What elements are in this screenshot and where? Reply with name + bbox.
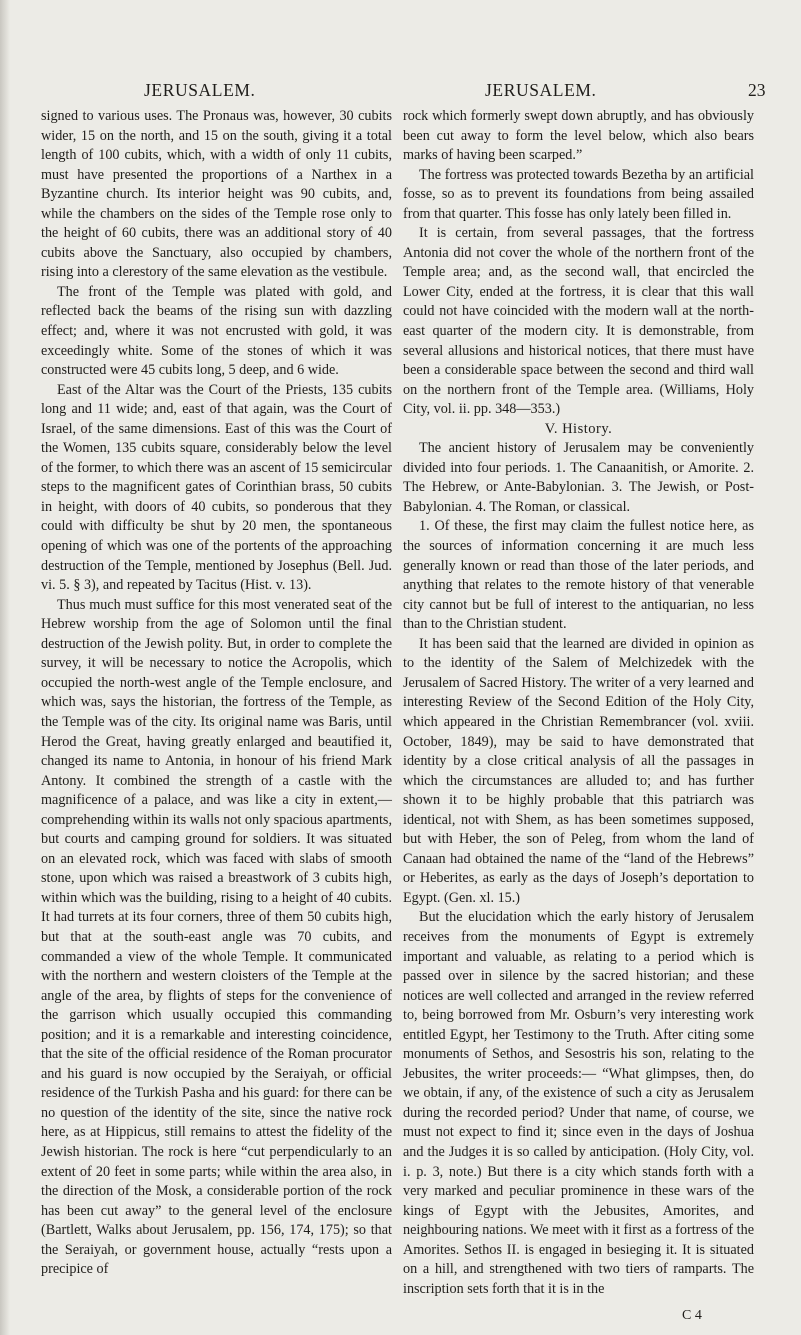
paragraph: The ancient history of Jerusalem may be conveniently divided into four periods. 1. The Canaanitish, or Amorite. 2. The Hebrew, or Ante-Babylonian. 3. The Jewish, or Post-Babylonian. 4. The Roman, or classical. xyxy=(403,440,754,515)
right-running-title: JERUSALEM. xyxy=(485,80,597,100)
paragraph: East of the Altar was the Court of the Priests, 135 cubits long and 11 wide; and, east of that again, was the Court of Israel, of the same dimensions. East of this was the Court of the Women, 135 cubits square, considerably below the level of the former, to which there was an ascent of 15 semicircular steps to the magnificent gates of Corinthian brass, 50 cubits in height, with doors of 40 cubits, so ponderous that they could with difficulty be shut by 20 men, the spontaneous opening of which was one of the portents of the approaching destruction of the Temple, mentioned by Josephus (Bell. Jud. vi. 5. § 3), and repeated by Tacitus (Hist. v. 13). xyxy=(41,381,392,594)
right-page-number: 23 xyxy=(748,80,766,100)
left-running-title: JERUSALEM. xyxy=(144,80,256,100)
paragraph: The fortress was protected towards Bezetha by an artificial fosse, so as to prevent its foundations from being assailed from that quarter. This fosse has only lately been filled in. xyxy=(403,166,754,222)
paragraph: But the elucidation which the early history of Jerusalem receives from the monuments of Egypt is extremely important and valuable, as relating to a period which is passed over in silence by the sacred historian; and these notices are well collected and arranged in the review referred to, being borrowed from Mr. Osburn’s very interesting work entitled Egypt, her Testimony to the Truth. After citing some monuments of Sethos, and Sesostris his son, relating to the Jebusites, the writer proceeds:— “What glimpses, then, do we obtain, if any, of the existence of such a city as Jerusalem during the recorded period? Under that name, of course, we must not expect to find it; since even in the days of Joshua and the Judges it is so called by anticipation. (Holy City, vol. i. p. 3, note.) But there is a city which stands forth with a very marked and peculiar prominence in these wars of the kings of Egypt with the Jebusites, Amorites, and neighbouring nations. We meet with it first as a fortress of the Amorites. Sethos II. is engaged in besieging it. It is situated on a hill, and strengthened with two tiers of ramparts. The inscription sets forth that it is in the xyxy=(403,909,754,1297)
paragraph: It has been said that the learned are divided in opinion as to the identity of the Salem of Melchizedek with the Jerusalem of Sacred History. The writer of a very learned and interesting Review of the Second Edition of the Holy City, which appeared in the Christian Remembrancer (vol. xviii. October, 1849), may be said to have demonstrated that identity by a close critical analysis of all the passages in which the circumstances are alluded to; and has further shown it to be highly probable that this patriarch was identical, not with Shem, as has been sometimes supposed, but with Heber, the son of Peleg, from whom the land of Canaan had obtained the name of the “land of the Hebrews” or Heberites, as early as the days of Joseph’s deportation to Egypt. (Gen. xl. 15.) xyxy=(403,635,754,906)
paragraph: It is certain, from several passages, that the fortress Antonia did not cover the whole of the northern front of the Temple area; and, as the second wall, that encircled the Lower City, ended at the fortress, it is clear that this wall could not have coincided with the modern wall at the north-east quarter of the modern city. It is demonstrable, from several allusions and historical notices, that there must have been a considerable space between the second and third wall on the northern front of the Temple area. (Williams, Holy City, vol. ii. pp. 348—353.) xyxy=(403,225,754,418)
paragraph: signed to various uses. The Pronaus was, however, 30 cubits wider, 15 on the north, and 15 on the south, giving it a total length of 100 cubits, which, with a width of only 11 cubits, must have presented the proportions of a Narthex in a Byzantine church. Its interior height was 90 cubits, and, while the chambers on the sides of the Temple rose only to the height of 60 cubits, there was an additional story of 40 cubits above the Sanctuary, also occupied by chambers, rising into a clerestory of the same elevation as the vestibule. xyxy=(41,108,392,281)
paragraph: 1. Of these, the first may claim the fullest notice here, as the sources of information concerning it are much less generally known or read than those of the later periods, and anything that relates to the remote history of that venerable city cannot but be full of interest to the antiquarian, no less than to the Christian student. xyxy=(403,518,754,633)
left-text-column xyxy=(41,107,392,1280)
paragraph: The front of the Temple was plated with gold, and reflected back the beams of the rising sun with dazzling effect; and, where it was not encrusted with gold, it was exceedingly white. Some of the stones of which it was constructed were 45 cubits long, 5 deep, and 6 wide. xyxy=(41,283,392,379)
section-heading: V. History. xyxy=(544,420,613,437)
signature-mark: C 4 xyxy=(682,1308,702,1323)
right-text-column xyxy=(403,107,754,1299)
paragraph: rock which formerly swept down abruptly, and has obviously been cut away to form the level below, which also bears marks of having been scarped.” xyxy=(403,108,754,164)
page-gutter-shadow xyxy=(0,0,10,1335)
paragraph: Thus much must suffice for this most venerated seat of the Hebrew worship from the age of Solomon until the final destruction of the Jewish polity. But, in order to complete the survey, it will be necessary to notice the Acropolis, which occupied the north-west angle of the Temple enclosure, and which was, says the historian, the fortress of the Temple, as the Temple was of the city. Its original name was Baris, until Herod the Great, having greatly enlarged and beautified it, changed its name to Antonia, in honour of his friend Mark Antony. It combined the strength of a castle with the magnificence of a palace, and was like a city in extent,—comprehending within its walls not only spacious apartments, but courts and camping ground for soldiers. It was situated on an elevated rock, which was faced with slabs of smooth stone, upon which was raised a breastwork of 3 cubits high, within which was the building, rising to a height of 40 cubits. It had turrets at its four corners, three of them 50 cubits high, but that at the south-east angle was 70 cubits, and commanded a view of the whole Temple. It communicated with the northern and western cloisters of the Temple at the angle of the area, by flights of steps for the convenience of the garrison which usually occupied this commanding position; and it is a remarkable and interesting coincidence, that the site of the official residence of the Roman procurator and his guard is now occupied by the Seraiyah, or official residence of the Turkish Pasha and his guard: for there can be no question of the identity of the site, since the native rock here, as at Hippicus, still remains to attest the fidelity of the Jewish historian. The rock is here “cut perpendicularly to an extent of 20 feet in some parts; while within the area also, in the direction of the Mosk, a considerable portion of the rock has been cut away” to the general level of the enclosure (Bartlett, Walks about Jerusalem, pp. 156, 174, 175); so that the Seraiyah, or government house, actually “rests upon a precipice of xyxy=(41,596,392,1278)
